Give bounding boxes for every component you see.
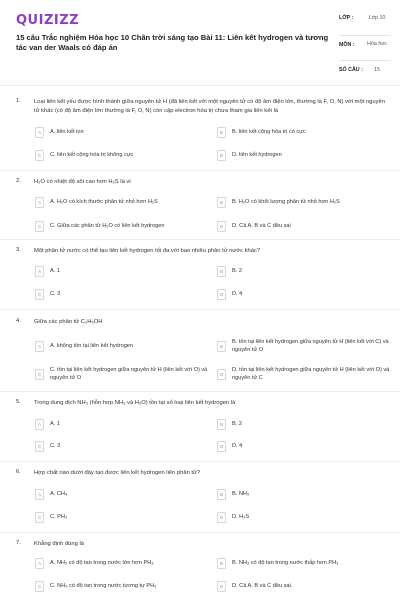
option-letter-badge: D bbox=[217, 289, 226, 300]
question-text: Trong dung dịch NH₃ (hỗn hợp NH₃ và H₂O) tồn tại số loại liên kết hydrogen là bbox=[34, 400, 236, 406]
option-letter-badge: B bbox=[217, 127, 226, 138]
question-text: Hợp chất nào dưới đây tạo được liên kết hydrogen liên phân tử? bbox=[34, 470, 201, 476]
option-letter-badge: D bbox=[217, 512, 226, 523]
option-letter-badge: A bbox=[35, 266, 44, 277]
question-divider bbox=[0, 170, 400, 171]
question-text: H₂O có nhiệt độ sôi cao hơn H₂S là vì bbox=[34, 179, 131, 185]
option-text: B. liên kết cộng hóa trị có cực bbox=[232, 129, 306, 135]
option-text: A. không tồn tại liên kết hydrogen bbox=[50, 343, 134, 349]
option-text: B. NH₃ bbox=[232, 491, 250, 497]
option-text: B. NH₃ có độ tan trong nước thấp hơn PH₃ bbox=[232, 560, 339, 566]
question-count-value: 15 bbox=[374, 67, 380, 73]
option-text: C. 3 bbox=[50, 291, 61, 297]
question-divider bbox=[0, 239, 400, 240]
option-letter-badge: D bbox=[217, 441, 226, 452]
option-letter-badge: A bbox=[35, 489, 44, 500]
option-text: A. liên kết ion bbox=[50, 129, 84, 135]
option-letter-badge: C bbox=[35, 441, 44, 452]
option-letter-badge: A bbox=[35, 127, 44, 138]
question-divider bbox=[0, 391, 400, 392]
option-letter-badge: B bbox=[217, 489, 226, 500]
option-letter-badge: C bbox=[35, 512, 44, 523]
option-text: C. Giữa các phân tử H₂O có liên kết hydrogen bbox=[50, 223, 165, 229]
question-text: Một phân tử nước có thể tạo liên kết hydrogen tối đa với bao nhiêu phân tử nước khác? bbox=[34, 248, 261, 254]
option-letter-badge: D bbox=[217, 581, 226, 592]
option-letter-badge: D bbox=[217, 221, 226, 232]
option-letter-badge: B bbox=[217, 558, 226, 569]
option-letter-badge: C bbox=[35, 150, 44, 161]
grade-underline bbox=[339, 35, 391, 36]
option-text: A. 1 bbox=[50, 421, 60, 427]
option-letter-badge: C bbox=[35, 369, 44, 380]
grade-value: Lớp 10 bbox=[368, 15, 386, 21]
subject-label: MÔN : bbox=[339, 42, 355, 48]
option-text: B. H₂O có khối lượng phân tử nhỏ hơn H₂S bbox=[232, 199, 340, 205]
option-text: C. 3 bbox=[50, 443, 61, 449]
option-text: D. 4 bbox=[232, 291, 243, 297]
option-letter-badge: A bbox=[35, 341, 44, 352]
question-number: 1. bbox=[16, 98, 21, 104]
option-text: B. 2 bbox=[232, 268, 242, 274]
worksheet-title: 15 câu Trắc nghiệm Hóa học 10 Chân trời sáng tạo Bài 11: Liên kết hydrogen và tương tác van der Waals có đáp án bbox=[16, 33, 329, 52]
grade-label: LỚP : bbox=[339, 15, 354, 21]
option-text: D. H₂S bbox=[232, 514, 250, 520]
option-text: A. NH₃ có độ tan trong nước lớn hơn PH₃ bbox=[50, 560, 154, 566]
question-count-label: SỐ CÂU : bbox=[339, 67, 363, 73]
option-text: D. Cả A, B và C đều sai. bbox=[232, 583, 293, 589]
question-text: Khẳng định đúng là bbox=[34, 541, 84, 547]
option-letter-badge: C bbox=[35, 289, 44, 300]
question-number: 2. bbox=[16, 178, 21, 184]
option-letter-badge: B bbox=[217, 197, 226, 208]
subject-value: Hóa học bbox=[367, 41, 387, 47]
option-text: B. tồn tại liên kết hydrogen giữa nguyên tử H (liên kết với C) và nguyên tử O bbox=[232, 339, 389, 353]
question-number: 5. bbox=[16, 399, 21, 405]
question-text: Loại liên kết yếu được hình thành giữa nguyên tử H (đã liên kết với một nguyên tử có độ âm điện lớn, thường là F, O, N) với một nguyên tử khác (có độ âm điện lớn thường là F, O, N) còn cặp electron hóa trị chưa tham gia liên kết là bbox=[34, 99, 385, 114]
option-letter-badge: D bbox=[217, 369, 226, 380]
option-letter-badge: B bbox=[217, 419, 226, 430]
option-letter-badge: A bbox=[35, 419, 44, 430]
option-text: D. 4 bbox=[232, 443, 243, 449]
question-number: 3. bbox=[16, 247, 21, 253]
question-divider bbox=[0, 461, 400, 462]
question-number: 4. bbox=[16, 318, 21, 324]
question-number: 6. bbox=[16, 469, 21, 475]
option-letter-badge: A bbox=[35, 558, 44, 569]
question-divider bbox=[0, 532, 400, 533]
option-text: D. liên kết hydrogen bbox=[232, 152, 282, 158]
option-text: C. liên kết cộng hóa trị không cực bbox=[50, 152, 134, 158]
option-text: C. tồn tại liên kết hydrogen giữa nguyên tử H (liên kết với O) và nguyên tử O bbox=[50, 367, 208, 381]
option-text: D. Cả A, B và C đều sai bbox=[232, 223, 291, 229]
header-divider bbox=[0, 85, 400, 86]
option-letter-badge: C bbox=[35, 581, 44, 592]
option-letter-badge: C bbox=[35, 221, 44, 232]
option-letter-badge: B bbox=[217, 266, 226, 277]
option-text: A. 1 bbox=[50, 268, 60, 274]
question-number: 7. bbox=[16, 540, 21, 546]
question-text: Giữa các phân tử C₂H₅OH bbox=[34, 319, 103, 325]
option-letter-badge: D bbox=[217, 150, 226, 161]
option-letter-badge: B bbox=[217, 341, 226, 352]
option-text: C. PH₃ bbox=[50, 514, 68, 520]
option-text: C. NH₃ có độ tan trong nước tương tự PH₃ bbox=[50, 583, 157, 589]
option-text: A. CH₄ bbox=[50, 491, 68, 497]
option-text: D. tồn tại liên kết hydrogen giữa nguyên tử H (liên kết với O) và nguyên tử C bbox=[232, 367, 390, 381]
question-divider bbox=[0, 309, 400, 310]
option-text: B. 2 bbox=[232, 421, 242, 427]
subject-underline bbox=[339, 60, 391, 61]
quizizz-logo: QUIZIZZ bbox=[16, 13, 80, 28]
option-text: A. H₂O có kích thước phân tử nhỏ hơn H₂S bbox=[50, 199, 158, 205]
option-letter-badge: A bbox=[35, 197, 44, 208]
